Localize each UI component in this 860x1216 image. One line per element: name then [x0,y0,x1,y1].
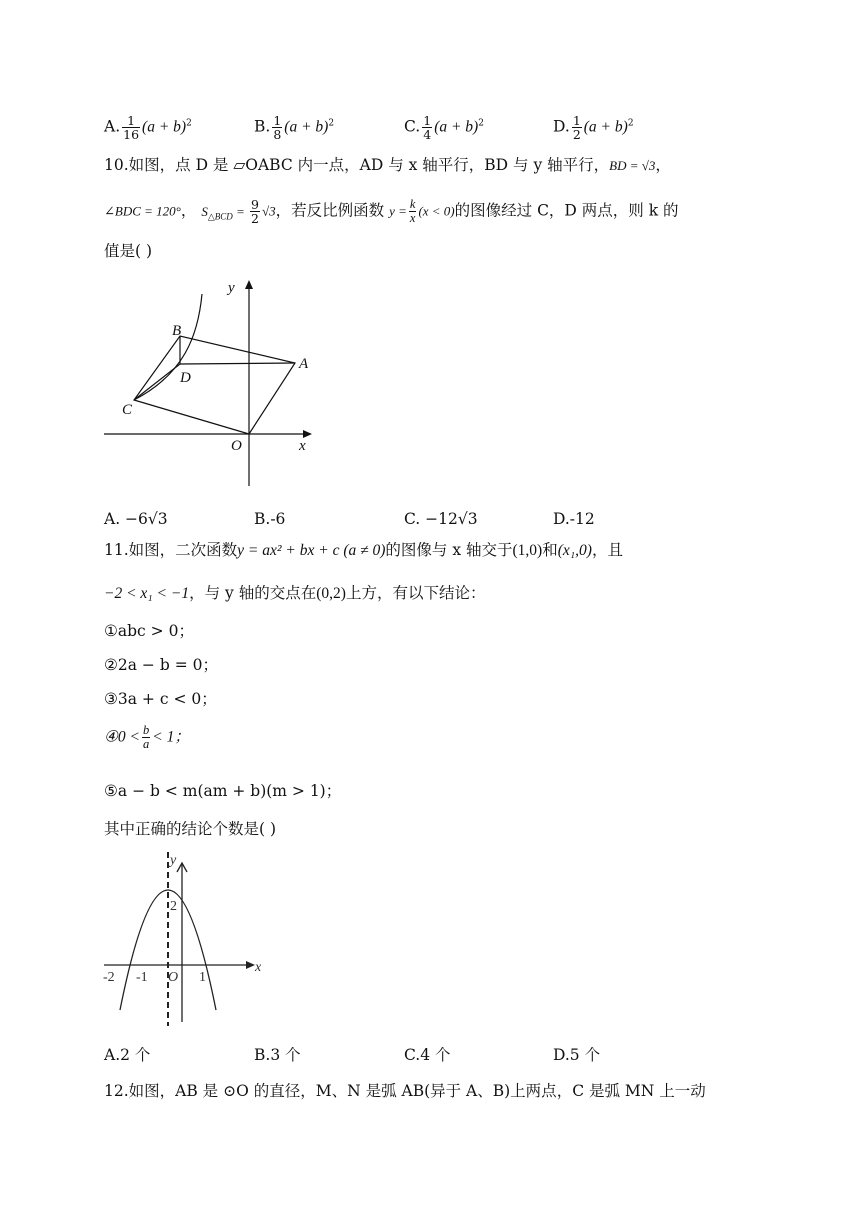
q12-line-1: 12.如图，AB 是 ⊙O 的直径，M、N 是弧 AB(异于 A、B)上两点，C 是弧 MN 上一动 [104,1082,706,1100]
q11-label-neg1: -1 [136,970,148,985]
q11-line-1: 11.如图，二次函数y = ax² + bx + c (a ≠ 0)的图像与 x 轴交于(1,0)和(x₁,0)，且 [104,541,623,559]
q10-hyperbola [134,294,202,400]
q10-line-2: ∠BDC = 120°， $S_{\triangle BCD}$ = $\frac{9}{2}$ √3，若反比例函数 y = $\frac{k}{x}$ (x < 0)的图像经过 C，D 两点，则 k 的 [104,197,679,227]
q10-label-y: y [228,280,235,296]
q10-label-b: B [172,323,182,339]
q11-figure [100,850,270,1030]
q10-segment-ad [180,363,295,364]
q10-label-d: D [180,370,191,386]
q11-line-2: −2 < x₁ < −1，与 y 轴的交点在(0,2)上方，有以下结论： [104,584,486,602]
q10-option-a: A. −6√3 [104,510,168,528]
q9-option-d: D. $\frac{1}{2}$ $(a + b)^2$ [553,113,634,143]
q11-option-d: D.5 个 [553,1046,601,1064]
q11-option-a: A.2 个 [104,1046,151,1064]
q10-label-a: A [299,356,309,372]
q11-conclusion-5: ⑤a − b < m(am + b)(m > 1)； [104,782,342,800]
q9-option-a: A. $\frac{1}{16}$ $(a + b)^2$ [104,113,192,143]
q10-line-1: 10.如图，点 D 是 ▱OABC 内一点，AD 与 x 轴平行，BD 与 y 轴平行，BD = √3， [104,156,671,174]
q10-y-arrow [245,280,253,289]
q10-option-d: D.-12 [553,510,595,528]
q11-label-y: y [170,853,177,868]
q11-x-arrow [246,961,255,969]
q10-label-o: O [231,438,242,454]
q11-option-b: B.3 个 [254,1046,301,1064]
q9-option-c: C. $\frac{1}{4}$ $(a + b)^2$ [404,113,484,143]
q11-label-x: x [255,960,262,975]
q11-label-1: 1 [199,970,206,985]
q10-label-x: x [299,438,306,454]
q11-conclusion-2: ②2a − b = 0； [104,656,218,674]
q9-option-b: B. $\frac{1}{8}$ $(a + b)^2$ [254,113,335,143]
q11-label-neg2: -2 [103,970,115,985]
q10-x-arrow [303,430,312,438]
q10-figure [100,276,320,491]
q11-conclusion-1: ①abc > 0； [104,622,194,640]
q11-conclusion-3: ③3a + c < 0； [104,690,217,708]
q11-question: 其中正确的结论个数是( ) [104,820,277,838]
q10-option-c: C. −12√3 [404,510,478,528]
q11-option-c: C.4 个 [404,1046,451,1064]
q10-label-c: C [122,402,133,418]
q11-conclusion-4: ④0 < $\frac{b}{a}$ < 1； [104,723,190,752]
q11-label-o: O [168,970,179,985]
q11-label-2: 2 [170,899,177,914]
q10-option-b: B.-6 [254,510,286,528]
q10-line-3: 值是( ) [104,242,153,260]
